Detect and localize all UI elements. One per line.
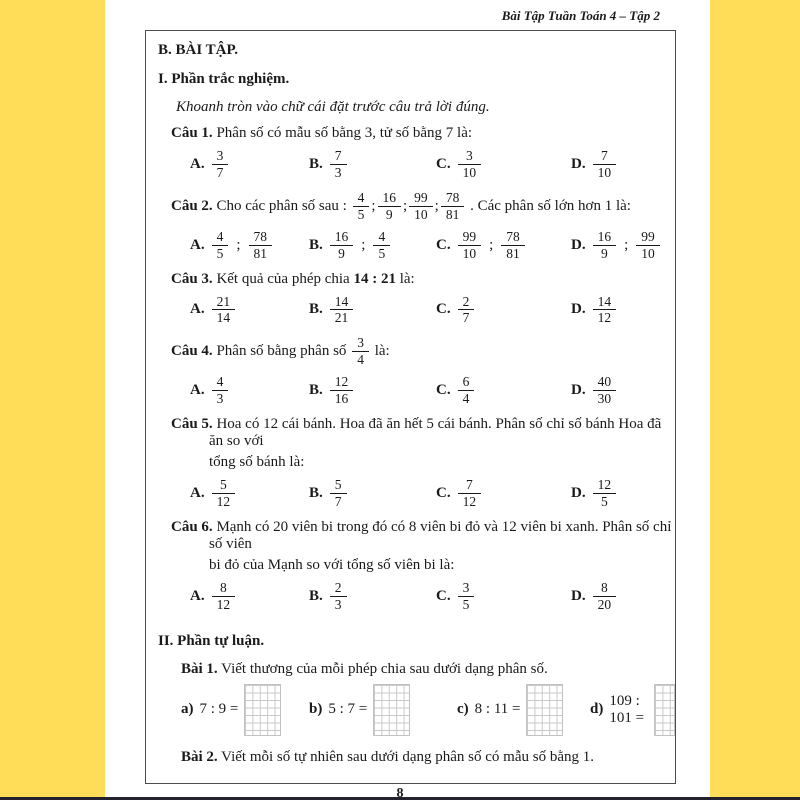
answer-grid: [526, 684, 563, 736]
fraction: [212, 294, 236, 327]
option-b: [309, 580, 436, 613]
fraction-denominator: 5: [462, 596, 470, 612]
fraction: [212, 477, 236, 510]
option-c: [436, 477, 571, 510]
fraction-denominator: 30: [597, 391, 612, 407]
question-label: Câu 3.: [171, 270, 213, 287]
questions-list: [146, 125, 675, 613]
fraction-separator: ;: [489, 236, 494, 253]
question-statement: Câu 2. Cho các phân số sau : $\frac{4}{5}$ ; $\frac{16}{9}$ ; $\frac{99}{10}$ ; $\frac{78}{81}$ . Các phân số lớn hơn 1 là:: [171, 189, 631, 222]
option-c: [436, 294, 571, 327]
question-statement-line2: tổng số bánh là:: [209, 454, 305, 471]
option-c: [436, 580, 571, 613]
division-item-label: d): [590, 701, 604, 718]
exercise-2-label: Bài 2.: [181, 748, 218, 765]
option-b: [309, 477, 436, 510]
question-label: Câu 1.: [171, 125, 213, 141]
options-row: [146, 229, 675, 262]
fraction-numerator: 14: [330, 294, 354, 311]
fraction-denominator: 16: [334, 391, 349, 407]
fraction-numerator: 8: [593, 580, 617, 597]
answer-grid: [373, 684, 410, 736]
division-expression: 8 : 11 =: [474, 701, 521, 718]
fraction: [593, 580, 617, 613]
option-a: [190, 148, 309, 181]
option-letter: C.: [436, 236, 451, 253]
division-item-b: [309, 684, 457, 736]
option-letter: C.: [436, 382, 451, 399]
option-letter: D.: [571, 301, 586, 318]
fraction-separator: ;: [624, 236, 629, 253]
fraction-separator: ;: [236, 236, 241, 253]
fraction-denominator: 12: [462, 493, 477, 509]
worksheet-box: [145, 30, 676, 784]
fraction: [249, 229, 273, 262]
fraction: [409, 190, 433, 223]
fraction-numerator: 12: [593, 477, 617, 494]
page-header-title: Bài Tập Tuần Toán 4 – Tập 2: [501, 8, 660, 23]
option-letter: A.: [190, 587, 205, 604]
question-label: Câu 6.: [171, 518, 213, 535]
fraction-numerator: 8: [212, 580, 236, 597]
question-1: [146, 125, 675, 181]
fraction-numerator: 16: [378, 190, 402, 207]
fraction: [373, 229, 390, 262]
options-row: [146, 294, 675, 327]
fraction: [330, 148, 347, 181]
fraction-denominator: 7: [462, 310, 470, 326]
section-i-title: I. Phần trắc nghiệm.: [158, 71, 290, 87]
fraction-numerator: 4: [373, 229, 390, 246]
exercise-1-text: Viết thương của mỗi phép chia sau dưới dạng phân số.: [221, 660, 548, 677]
fraction-numerator: 4: [212, 229, 229, 246]
division-expression: 7 : 9 =: [199, 701, 239, 718]
options-row: [146, 148, 675, 181]
fraction-separator: ;: [361, 236, 366, 253]
fraction-denominator: 3: [334, 596, 342, 612]
question-label: Câu 5.: [171, 416, 213, 433]
option-letter: C.: [436, 301, 451, 318]
fraction-denominator: 5: [378, 245, 386, 261]
fraction-denominator: 3: [334, 164, 342, 180]
fraction-numerator: 99: [458, 229, 482, 246]
options-row: [146, 580, 675, 613]
option-letter: A.: [190, 155, 205, 172]
option-letter: C.: [436, 484, 451, 501]
option-letter: B.: [309, 155, 323, 172]
option-c: [436, 374, 571, 407]
fraction-denominator: 7: [334, 493, 342, 509]
fraction-numerator: 78: [501, 229, 525, 246]
option-letter: C.: [436, 587, 451, 604]
fraction-denominator: 4: [462, 391, 470, 407]
option-letter: D.: [571, 484, 586, 501]
question-label: Câu 4.: [171, 343, 213, 360]
fraction-numerator: 16: [330, 229, 354, 246]
division-item-d: [590, 684, 675, 736]
question-6: [146, 519, 675, 613]
fraction-numerator: 14: [593, 294, 617, 311]
fraction: [458, 477, 482, 510]
page-number: 8: [396, 786, 404, 801]
option-b: [309, 374, 436, 407]
question-5: [146, 416, 675, 510]
fraction-numerator: 99: [636, 229, 660, 246]
option-a: [190, 294, 309, 327]
fraction-numerator: 7: [593, 148, 617, 165]
question-statement: Câu 4. Phân số bằng phân số $\frac{3}{4}$ là:: [171, 335, 390, 368]
fraction-denominator: 5: [600, 493, 608, 509]
question-2: [146, 190, 675, 262]
fraction-denominator: 21: [334, 310, 349, 326]
fraction-denominator: 12: [216, 596, 231, 612]
fraction-denominator: 14: [216, 310, 231, 326]
fraction-denominator: 10: [462, 245, 477, 261]
right-yellow-band: [710, 0, 800, 797]
question-3: [146, 271, 675, 327]
option-c: [436, 229, 571, 262]
fraction-denominator: 10: [641, 245, 655, 261]
fraction: [441, 190, 465, 223]
answer-grid: [654, 684, 675, 736]
fraction: [330, 294, 354, 327]
options-row: [146, 477, 675, 510]
fraction-numerator: 6: [458, 374, 475, 391]
fraction-denominator: 10: [414, 206, 428, 222]
answer-grid: [244, 684, 281, 736]
fraction-numerator: 5: [330, 477, 347, 494]
fraction-denominator: 3: [216, 391, 224, 407]
option-b: [309, 148, 436, 181]
option-letter: B.: [309, 301, 323, 318]
fraction-numerator: 99: [409, 190, 433, 207]
option-letter: B.: [309, 236, 323, 253]
fraction: [212, 374, 229, 407]
option-letter: D.: [571, 382, 586, 399]
option-letter: D.: [571, 587, 586, 604]
option-d: [571, 374, 675, 407]
exercise-1-items-row: [146, 684, 675, 736]
division-expression: 109 : 101 =: [609, 692, 645, 726]
option-letter: A.: [190, 484, 205, 501]
option-a: [190, 477, 309, 510]
question-statement: Câu 1. Phân số có mẫu số bằng 3, tử số bằng 7 là:: [171, 125, 473, 141]
fraction-denominator: 81: [506, 245, 520, 261]
option-a: [190, 374, 309, 407]
fraction-numerator: 3: [458, 580, 475, 597]
fraction: [458, 580, 475, 613]
option-a: [190, 580, 309, 613]
fraction-denominator: 12: [216, 493, 231, 509]
exercise-2-statement: [181, 749, 675, 766]
division-item-label: c): [457, 701, 469, 718]
fraction-denominator: 10: [462, 164, 477, 180]
fraction-denominator: 20: [597, 596, 612, 612]
fraction: [636, 229, 660, 262]
fraction-numerator: 3: [458, 148, 482, 165]
division-expression: 5 : 7 =: [328, 701, 368, 718]
option-letter: A.: [190, 382, 205, 399]
instruction-text: Khoanh tròn vào chữ cái đặt trước câu trả lời đúng.: [176, 99, 490, 115]
question-statement: Câu 3. Kết quả của phép chia 14 : 21 là:: [171, 270, 415, 287]
fraction: [593, 229, 617, 262]
option-b: [309, 294, 436, 327]
option-c: [436, 148, 571, 181]
question-label: Câu 2.: [171, 197, 213, 214]
question-statement-line2: bi đỏ của Mạnh so với tổng số viên bi là:: [209, 556, 455, 573]
fraction: [458, 229, 482, 262]
exercise-2-text: Viết mỗi số tự nhiên sau dưới dạng phân số có mẫu số bằng 1.: [221, 748, 594, 765]
fraction-numerator: 4: [212, 374, 229, 391]
fraction: [593, 374, 617, 407]
option-d: [571, 477, 675, 510]
fraction: [330, 477, 347, 510]
fraction-denominator: 4: [357, 352, 364, 368]
fraction: [378, 190, 402, 223]
fraction: [593, 148, 617, 181]
option-letter: D.: [571, 155, 586, 172]
question-4: [146, 335, 675, 407]
fraction-denominator: 9: [338, 245, 345, 261]
exercise-1-statement: [181, 661, 675, 678]
fraction-numerator: 3: [352, 335, 369, 352]
fraction: [353, 190, 370, 223]
fraction-denominator: 9: [600, 245, 608, 261]
option-letter: D.: [571, 236, 586, 253]
option-letter: B.: [309, 484, 323, 501]
fraction-denominator: 10: [597, 164, 612, 180]
fraction-numerator: 5: [212, 477, 236, 494]
option-a: [190, 229, 309, 262]
fraction-denominator: 5: [216, 245, 224, 261]
options-row: [146, 374, 675, 407]
option-b: [309, 229, 436, 262]
question-statement: Câu 5. Hoa có 12 cái bánh. Hoa đã ăn hết 5 cái bánh. Phân số chỉ số bánh Hoa đã ăn so với: [171, 416, 662, 450]
option-letter: C.: [436, 155, 451, 172]
bold-inline-text: 14 : 21: [353, 270, 396, 287]
division-item-label: b): [309, 701, 323, 718]
fraction: [330, 374, 354, 407]
fraction: [593, 477, 617, 510]
fraction-numerator: 7: [458, 477, 482, 494]
division-item-label: a): [181, 701, 194, 718]
fraction-denominator: 5: [357, 206, 365, 222]
fraction-numerator: 3: [212, 148, 229, 165]
fraction-numerator: 40: [593, 374, 617, 391]
option-letter: A.: [190, 236, 205, 253]
fraction: [212, 580, 236, 613]
fraction: [501, 229, 525, 262]
division-item-c: [457, 684, 590, 736]
fraction: [593, 294, 617, 327]
option-d: [571, 294, 675, 327]
section-ii-title: II. Phần tự luận.: [158, 632, 265, 649]
fraction-denominator: 81: [445, 206, 460, 222]
fraction-denominator: 81: [253, 245, 268, 261]
fraction-numerator: 78: [249, 229, 273, 246]
fraction-numerator: 12: [330, 374, 354, 391]
fraction-denominator: 9: [385, 206, 393, 222]
question-statement: Câu 6. Mạnh có 20 viên bi trong đó có 8 viên bi đỏ và 12 viên bi xanh. Phân số chỉ số viên: [171, 518, 672, 552]
exercise-1-label: Bài 1.: [181, 660, 218, 677]
option-letter: A.: [190, 301, 205, 318]
option-d: [571, 148, 675, 181]
fraction: [458, 294, 475, 327]
option-letter: B.: [309, 382, 323, 399]
option-d: [571, 580, 675, 613]
option-letter: B.: [309, 587, 323, 604]
fraction-denominator: 12: [597, 310, 612, 326]
fraction-numerator: 78: [441, 190, 465, 207]
fraction-denominator: 7: [216, 164, 224, 180]
fraction: [330, 229, 354, 262]
left-yellow-band: [0, 0, 105, 797]
fraction: [458, 374, 475, 407]
fraction: [212, 148, 229, 181]
option-d: [571, 229, 675, 262]
fraction: [352, 335, 369, 368]
section-b-title: B. BÀI TẬP.: [158, 42, 239, 58]
fraction-numerator: 7: [330, 148, 347, 165]
fraction-numerator: 21: [212, 294, 236, 311]
fraction: [458, 148, 482, 181]
fraction-numerator: 16: [593, 229, 617, 246]
division-item-a: [181, 684, 309, 736]
fraction-numerator: 4: [353, 190, 370, 207]
fraction: [330, 580, 347, 613]
fraction-numerator: 2: [330, 580, 347, 597]
fraction: [212, 229, 229, 262]
fraction-numerator: 2: [458, 294, 475, 311]
